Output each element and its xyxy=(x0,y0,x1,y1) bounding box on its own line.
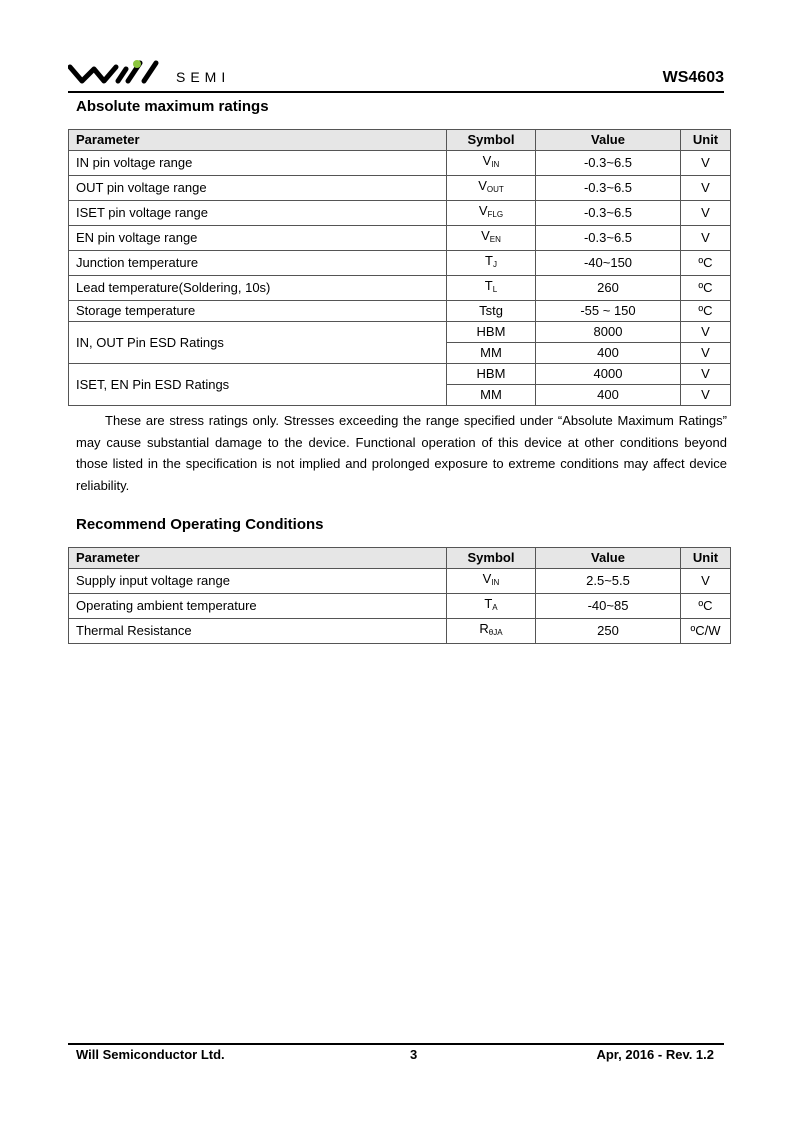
column-header: Unit xyxy=(681,130,731,151)
column-header: Symbol xyxy=(447,548,536,569)
table-row xyxy=(69,322,731,343)
value-cell: 260 xyxy=(536,276,681,301)
footer-revision: Apr, 2016 - Rev. 1.2 xyxy=(596,1047,714,1062)
table-header-row xyxy=(69,548,731,569)
logo-text: SEMI xyxy=(176,69,231,85)
value-cell: -0.3~6.5 xyxy=(536,201,681,226)
column-header: Parameter xyxy=(69,548,447,569)
table-row xyxy=(69,569,731,594)
value-cell: 400 xyxy=(536,343,681,364)
page-number: 3 xyxy=(410,1047,418,1062)
unit-cell: ºC/W xyxy=(681,619,731,644)
symbol-cell: VOUT xyxy=(447,176,536,201)
column-header: Value xyxy=(536,548,681,569)
rec-op-title: Recommend Operating Conditions xyxy=(76,516,324,533)
value-cell: 2.5~5.5 xyxy=(536,569,681,594)
company-logo xyxy=(68,58,268,88)
table-row xyxy=(69,251,731,276)
symbol-cell: HBM xyxy=(447,322,536,343)
column-header: Value xyxy=(536,130,681,151)
param-cell: Operating ambient temperature xyxy=(69,594,447,619)
param-cell: Storage temperature xyxy=(69,301,447,322)
footer-company: Will Semiconductor Ltd. xyxy=(76,1047,225,1062)
symbol-cell: MM xyxy=(447,343,536,364)
param-cell: Lead temperature(Soldering, 10s) xyxy=(69,276,447,301)
symbol-cell: TL xyxy=(447,276,536,301)
value-cell: -0.3~6.5 xyxy=(536,226,681,251)
value-cell: -0.3~6.5 xyxy=(536,151,681,176)
value-cell: -55 ~ 150 xyxy=(536,301,681,322)
symbol-cell: MM xyxy=(447,385,536,406)
column-header: Parameter xyxy=(69,130,447,151)
unit-cell: V xyxy=(681,151,731,176)
abs-max-title: Absolute maximum ratings xyxy=(76,98,269,115)
value-cell: 4000 xyxy=(536,364,681,385)
table-row xyxy=(69,276,731,301)
table-row xyxy=(69,364,731,385)
symbol-cell: TJ xyxy=(447,251,536,276)
unit-cell: V xyxy=(681,176,731,201)
param-cell: OUT pin voltage range xyxy=(69,176,447,201)
unit-cell: V xyxy=(681,364,731,385)
unit-cell: V xyxy=(681,226,731,251)
param-cell: IN, OUT Pin ESD Ratings xyxy=(69,322,447,364)
value-cell: -40~150 xyxy=(536,251,681,276)
symbol-cell: TA xyxy=(447,594,536,619)
symbol-cell: RθJA xyxy=(447,619,536,644)
part-number: WS4603 xyxy=(662,69,724,86)
unit-cell: V xyxy=(681,322,731,343)
unit-cell: V xyxy=(681,569,731,594)
symbol-cell: Tstg xyxy=(447,301,536,322)
unit-cell: V xyxy=(681,343,731,364)
table-row xyxy=(69,619,731,644)
stress-ratings-note: These are stress ratings only. Stresses exceeding the range specified under “Absolute Maximum Ratings” may cause substantial damage to the device. Functional operation of this device at other conditions beyond those listed in the specification is not implied and prolonged exposure to extreme conditions may affect device reliability. xyxy=(76,413,727,493)
value-cell: -40~85 xyxy=(536,594,681,619)
unit-cell: ºC xyxy=(681,251,731,276)
value-cell: 250 xyxy=(536,619,681,644)
value-cell: 8000 xyxy=(536,322,681,343)
table-header-row xyxy=(69,130,731,151)
param-cell: EN pin voltage range xyxy=(69,226,447,251)
unit-cell: ºC xyxy=(681,594,731,619)
footer-divider xyxy=(68,1043,724,1045)
symbol-cell: VFLG xyxy=(447,201,536,226)
rec-op-table xyxy=(68,547,731,644)
unit-cell: ºC xyxy=(681,301,731,322)
param-cell: ISET, EN Pin ESD Ratings xyxy=(69,364,447,406)
value-cell: -0.3~6.5 xyxy=(536,176,681,201)
value-cell: 400 xyxy=(536,385,681,406)
column-header: Symbol xyxy=(447,130,536,151)
table-row xyxy=(69,301,731,322)
unit-cell: ºC xyxy=(681,276,731,301)
symbol-cell: VEN xyxy=(447,226,536,251)
logo-mark-icon xyxy=(68,58,168,88)
table-row xyxy=(69,176,731,201)
table-row xyxy=(69,226,731,251)
param-cell: Thermal Resistance xyxy=(69,619,447,644)
param-cell: IN pin voltage range xyxy=(69,151,447,176)
table-row xyxy=(69,594,731,619)
table-row xyxy=(69,201,731,226)
symbol-cell: VIN xyxy=(447,569,536,594)
param-cell: Junction temperature xyxy=(69,251,447,276)
param-cell: ISET pin voltage range xyxy=(69,201,447,226)
param-cell: Supply input voltage range xyxy=(69,569,447,594)
column-header: Unit xyxy=(681,548,731,569)
unit-cell: V xyxy=(681,385,731,406)
symbol-cell: VIN xyxy=(447,151,536,176)
abs-max-table xyxy=(68,129,731,406)
symbol-cell: HBM xyxy=(447,364,536,385)
header-divider xyxy=(68,91,724,93)
table-row xyxy=(69,151,731,176)
unit-cell: V xyxy=(681,201,731,226)
